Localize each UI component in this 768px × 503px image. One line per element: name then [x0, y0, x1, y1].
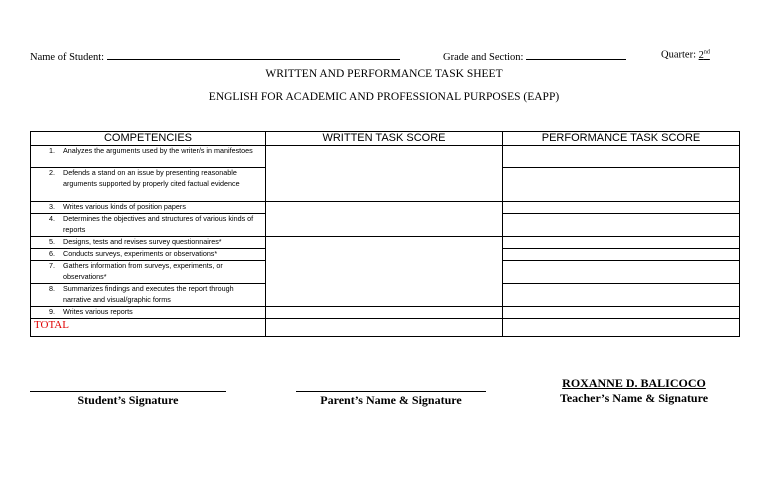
parent-signature-block — [296, 391, 486, 408]
performance-score-cell[interactable] — [503, 168, 740, 202]
competency-table — [30, 131, 740, 337]
performance-score-cell[interactable] — [503, 237, 740, 249]
competency-text: Gathers information from surveys, experiments, or observations* — [63, 261, 223, 281]
written-score-cell[interactable] — [266, 146, 503, 202]
student-name-label: Name of Student: — [30, 52, 105, 63]
quarter-value: 2nd — [698, 49, 710, 61]
performance-total-cell[interactable] — [503, 319, 740, 337]
col-written-task-score: WRITTEN TASK SCORE — [266, 132, 503, 146]
table-row: 5. Designs, tests and revises survey questionnaires* — [31, 237, 740, 249]
quarter-field — [661, 49, 710, 61]
written-score-cell[interactable] — [266, 202, 503, 237]
written-score-cell[interactable] — [266, 307, 503, 319]
parent-signature-label: Parent’s Name & Signature — [320, 393, 462, 407]
teacher-signature-block — [548, 376, 720, 406]
table-row: 4. Determines the objectives and structures of various kinds of reports — [31, 214, 740, 237]
table-row: 7. Gathers information from surveys, experiments, or observations* — [31, 261, 740, 284]
quarter-label: Quarter: — [661, 49, 696, 61]
header-row — [30, 49, 740, 65]
table-header-row — [31, 132, 740, 146]
competency-text: Defends a stand on an issue by presenting reasonable arguments supported by properly cited factual evidence — [63, 168, 240, 188]
table-row: 8. Summarizes findings and executes the report through narrative and visual/graphic forms — [31, 284, 740, 307]
grade-section-label: Grade and Section: — [443, 52, 524, 63]
table-row: 3. Writes various kinds of position papers — [31, 202, 740, 214]
competency-text: Determines the objectives and structures of various kinds of reports — [63, 214, 254, 234]
student-name-line[interactable] — [107, 49, 400, 60]
performance-score-cell[interactable] — [503, 261, 740, 284]
sheet-title: WRITTEN AND PERFORMANCE TASK SHEET — [265, 68, 503, 80]
parent-signature-line[interactable] — [296, 391, 486, 392]
teacher-signature-label: Teacher’s Name & Signature — [559, 391, 709, 405]
performance-score-cell[interactable] — [503, 214, 740, 237]
col-competencies: COMPETENCIES — [31, 132, 266, 146]
competency-text: Conducts surveys, experiments or observations* — [63, 249, 218, 258]
table-row: 9. Writes various reports — [31, 307, 740, 319]
performance-score-cell[interactable] — [503, 202, 740, 214]
student-signature-line[interactable] — [30, 391, 226, 392]
competency-text: Designs, tests and revises survey questionnaires* — [63, 237, 222, 246]
student-signature-block — [30, 391, 226, 408]
table-row: 2. Defends a stand on an issue by presenting reasonable arguments supported by properly cited factual evidence — [31, 168, 740, 202]
performance-score-cell[interactable] — [503, 307, 740, 319]
performance-score-cell[interactable] — [503, 284, 740, 307]
table-row: 6. Conducts surveys, experiments or observations* — [31, 249, 740, 261]
student-name-field[interactable] — [30, 49, 400, 63]
teacher-name: ROXANNE D. BALICOCO — [562, 376, 706, 390]
grade-section-field[interactable] — [443, 49, 626, 63]
competency-text: Analyzes the arguments used by the writer/s in manifestoes — [63, 146, 253, 155]
written-score-cell[interactable] — [266, 237, 503, 307]
table-row: 1. Analyzes the arguments used by the writer/s in manifestoes — [31, 146, 740, 168]
total-row — [31, 319, 740, 337]
grade-section-line[interactable] — [526, 49, 626, 60]
student-signature-label: Student’s Signature — [77, 393, 179, 407]
written-total-cell[interactable] — [266, 319, 503, 337]
subject-title: ENGLISH FOR ACADEMIC AND PROFESSIONAL PURPOSES (EAPP) — [208, 91, 560, 103]
competency-text: Writes various kinds of position papers — [63, 202, 186, 211]
performance-score-cell[interactable] — [503, 146, 740, 168]
col-performance-task-score: PERFORMANCE TASK SCORE — [503, 132, 740, 146]
competency-text: Summarizes findings and executes the report through narrative and visual/graphic forms — [63, 284, 234, 304]
performance-score-cell[interactable] — [503, 249, 740, 261]
total-label: TOTAL — [34, 319, 69, 331]
competency-text: Writes various reports — [63, 307, 133, 316]
